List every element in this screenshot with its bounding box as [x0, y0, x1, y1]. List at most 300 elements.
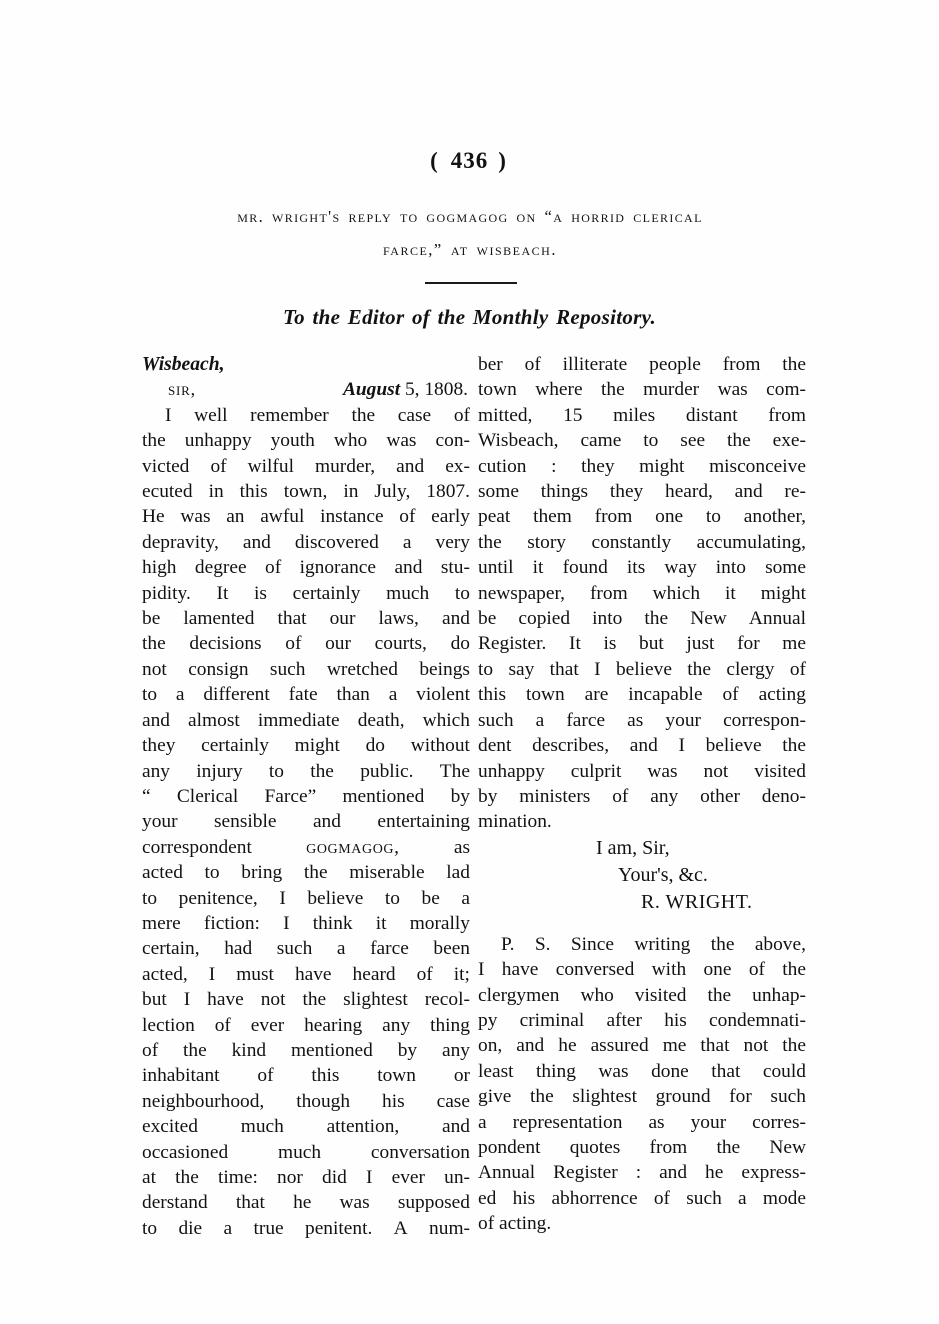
body-line-text: murder, — [315, 455, 376, 477]
body-line-text: other — [700, 785, 740, 807]
body-line-text: mentioned — [342, 785, 425, 807]
postscript-line-text: a — [738, 1187, 747, 1209]
body-line-text: the — [644, 608, 669, 630]
gogmagog-suffix: as — [453, 836, 470, 858]
addressee-line: To the Editor of the Monthly Repository. — [282, 305, 657, 329]
salutation: sir, — [168, 379, 196, 400]
body-line-text: very — [435, 531, 470, 553]
signature-closing-2: Your's, &c. — [618, 863, 708, 886]
postscript-line-text: visited — [634, 984, 687, 1006]
article-title — [105, 200, 835, 266]
body-line — [142, 1190, 470, 1215]
body-line-text: from — [594, 506, 633, 528]
body-line — [478, 606, 806, 631]
body-line-text: farce — [566, 709, 606, 731]
postscript-line-text: that — [700, 1035, 730, 1057]
body-line-text: of — [722, 684, 739, 706]
body-line-text: and — [396, 455, 425, 477]
body-line-text: to — [705, 506, 721, 528]
body-line-text: “ — [142, 785, 151, 807]
body-line-text: of — [285, 633, 302, 655]
body-line-text: much — [240, 1116, 284, 1138]
postscript-line — [478, 1110, 806, 1135]
postscript-line-text: I — [478, 959, 485, 981]
body-line-text: this — [311, 1065, 340, 1087]
postscript-line-text: his — [664, 1009, 687, 1031]
gogmagog-prefix: correspondent — [142, 836, 252, 858]
body-line-text: un- — [444, 1167, 470, 1188]
body-line-text: from — [768, 404, 806, 426]
body-line — [142, 682, 470, 707]
body-line-text: dent — [478, 735, 512, 757]
body-line-text: much — [386, 582, 430, 604]
body-line-text: of — [257, 1065, 274, 1087]
body-line — [142, 936, 470, 961]
body-line — [478, 631, 806, 656]
body-line-text: cution — [478, 455, 527, 477]
body-line-text: beings — [419, 658, 470, 680]
body-line-text: to — [204, 862, 220, 884]
body-line-text: to — [454, 582, 470, 604]
body-line — [142, 581, 470, 606]
body-line — [142, 784, 470, 809]
postscript-line-text: Annual — [478, 1162, 536, 1184]
body-line-text: ber — [478, 354, 503, 375]
postscript-line-text: the — [716, 1136, 741, 1158]
body-line-text: constantly — [591, 531, 672, 553]
body-line-text: of — [612, 785, 629, 807]
body-line-text: injury — [196, 760, 243, 782]
postscript-line-text: could — [762, 1060, 806, 1082]
body-line-text: believe — [307, 887, 364, 909]
body-line-text: the — [351, 404, 376, 426]
body-line-text: lamented — [183, 608, 255, 630]
body-line-text: some — [765, 557, 806, 579]
body-line-text: that — [277, 608, 307, 630]
body-line — [142, 860, 470, 885]
body-line-text: lad — [446, 862, 470, 884]
postscript-line-text: ed — [478, 1187, 497, 1209]
postscript-line-text: me — [662, 1035, 687, 1057]
body-line-text: it; — [453, 963, 470, 985]
postscript-line-text: : — [635, 1162, 642, 1184]
body-line — [142, 1114, 470, 1139]
body-line-text: wretched — [326, 658, 398, 680]
body-line-text: is — [603, 633, 617, 655]
body-line-text: certainly — [292, 582, 361, 604]
body-line-text: depravity, — [142, 531, 219, 553]
body-line-text: exe- — [772, 430, 806, 452]
body-line-text: recol- — [424, 989, 470, 1011]
body-line-text: heard, — [665, 481, 713, 503]
body-line-text: ignorance — [299, 557, 377, 579]
body-line-text: to — [142, 684, 158, 706]
postscript-line-text: one — [703, 959, 732, 981]
postscript-line-text: express- — [741, 1162, 806, 1184]
body-line-text: town, — [283, 481, 328, 503]
body-line-text: com- — [766, 379, 806, 401]
body-line-text: immediate — [257, 709, 340, 731]
postscript-line-text: Register — [553, 1162, 618, 1184]
body-line-text: violent — [416, 684, 470, 706]
body-line-text: culprit — [570, 760, 622, 782]
body-line-text: distant — [685, 404, 738, 426]
body-line-text: He — [142, 506, 165, 528]
body-line-text: mentioned — [290, 1039, 373, 1061]
body-line-text: they — [581, 455, 615, 477]
body-line-text: one — [655, 506, 684, 528]
body-line-text: almost — [188, 709, 240, 731]
body-line-text: unhappy — [478, 760, 545, 782]
body-line-text: fate — [288, 684, 318, 706]
postscript-line-text: done — [651, 1060, 689, 1082]
body-line-text: until — [478, 557, 514, 579]
body-line — [142, 911, 470, 936]
body-line-text: degree — [194, 557, 247, 579]
postscript-line-text: a — [478, 1111, 487, 1133]
postscript-line-text: mode — [762, 1187, 806, 1209]
body-line-text: your — [665, 709, 701, 731]
body-line-text: a — [223, 1217, 233, 1239]
body-line-text: of — [416, 963, 433, 985]
body-line-text: The — [439, 760, 470, 782]
body-line — [142, 733, 470, 758]
body-line-text: con- — [435, 430, 470, 452]
folio-number: 436 — [450, 148, 489, 173]
gogmagog-name: gogmagog, — [306, 836, 400, 858]
body-line-text: lection — [142, 1014, 195, 1036]
postscript-line-text: who — [580, 984, 614, 1006]
body-line-text: : — [551, 455, 557, 477]
body-line-text: inhabitant — [142, 1065, 220, 1087]
body-line-text: miserable — [349, 862, 425, 884]
body-line-text: of — [789, 658, 806, 680]
body-line-text: not — [703, 760, 729, 782]
postscript-line-text: of — [748, 959, 765, 981]
body-line — [142, 886, 470, 911]
postscript-line-text: that — [711, 1060, 741, 1082]
body-line-text: thing — [430, 1014, 470, 1036]
body-line — [478, 428, 806, 453]
body-line-text: another, — [743, 506, 806, 528]
body-line-text: Clerical — [176, 785, 239, 807]
body-line-text: I — [165, 404, 172, 426]
body-line-text: for — [737, 633, 760, 655]
body-line-text: re- — [784, 481, 806, 503]
body-line-text: murder — [643, 379, 700, 401]
body-line — [142, 1140, 470, 1165]
body-line-text: any — [650, 785, 679, 807]
body-line-text: this — [239, 481, 268, 503]
body-line-text: to — [268, 760, 284, 782]
body-line — [478, 708, 806, 733]
body-line — [478, 504, 806, 529]
body-line-text: that — [549, 658, 579, 680]
body-line-text: he — [293, 1192, 312, 1214]
body-line-text: I — [208, 963, 216, 985]
body-line-text: I — [365, 1167, 373, 1188]
body-line-text: had — [224, 938, 253, 960]
body-line-text: such — [478, 709, 514, 731]
body-line-text: as — [627, 709, 644, 731]
body-line-text: not — [260, 989, 286, 1011]
body-line-text: the — [782, 354, 806, 375]
body-line-text: deno- — [761, 785, 806, 807]
body-line-text: be — [142, 608, 161, 630]
body-line — [142, 504, 470, 529]
body-line-text: public. — [360, 760, 414, 782]
body-line-text: courts, — [374, 633, 427, 655]
postscript-line-text: representation — [512, 1111, 623, 1133]
body-line-text: wilful — [247, 455, 294, 477]
postscript-line-text: abhorrence — [551, 1187, 638, 1209]
body-line-text: the — [310, 760, 334, 782]
body-line-text: decisions — [189, 633, 262, 655]
body-line-text: into — [715, 557, 746, 579]
body-line-text: I — [283, 912, 290, 934]
body-line-text: by — [478, 785, 498, 807]
body-column-left — [142, 352, 470, 1241]
postscript-line-text: such — [770, 1086, 806, 1108]
body-line-text: believe — [615, 658, 672, 680]
body-line-text: things — [540, 481, 589, 503]
body-line-text: visited — [754, 760, 806, 782]
body-line-text: they — [142, 735, 176, 757]
body-line-text: of — [399, 506, 416, 528]
postscript-line-text: writing — [634, 933, 691, 955]
body-line-text: was — [339, 1192, 370, 1214]
body-line — [142, 1165, 470, 1190]
body-line-text: A — [393, 1217, 408, 1239]
body-line-text: our — [325, 633, 351, 655]
body-line-text: the — [183, 1039, 207, 1061]
body-line-text: town — [377, 1065, 417, 1087]
body-line-text: in — [208, 481, 224, 503]
postscript-line-text: of — [653, 1187, 670, 1209]
body-line-text: mere — [142, 912, 181, 934]
postscript-line-text: least — [478, 1060, 514, 1082]
postscript-line-text: the — [782, 959, 806, 981]
body-line-text: a — [388, 684, 398, 706]
body-line-text: of — [142, 1039, 159, 1061]
body-line-text: nor — [277, 1167, 303, 1188]
body-line-text: to — [142, 1217, 158, 1239]
body-line-text: 15 — [563, 404, 583, 426]
body-line-text: I — [183, 989, 191, 1011]
body-line-text: describes, — [532, 735, 610, 757]
body-line-text: misconceive — [709, 455, 806, 477]
postscript-line-text: the — [707, 984, 732, 1006]
body-line-text: New — [690, 608, 727, 630]
postscript-line-text: corres- — [752, 1111, 806, 1133]
body-line-text: bring — [241, 862, 283, 884]
body-line-text: his — [382, 1090, 405, 1112]
postscript-line-text: for — [729, 1086, 752, 1108]
body-line-text: and — [312, 811, 341, 833]
body-line-text: where — [535, 379, 583, 401]
postscript-line-text: the — [782, 1035, 806, 1057]
body-line-text: time: — [218, 1167, 258, 1188]
body-line — [478, 454, 806, 479]
body-line-text: any — [382, 1014, 411, 1036]
postscript-line-text: unhap- — [752, 984, 806, 1006]
postscript-line-text: give — [478, 1086, 512, 1108]
body-line-text: to — [478, 658, 494, 680]
body-line-text: the — [726, 430, 751, 452]
postscript-line-text: condemnati- — [709, 1009, 806, 1031]
postscript-line-text: py — [478, 1009, 498, 1031]
body-line-text: true — [253, 1217, 284, 1239]
postscript-line-text: the — [530, 1086, 554, 1108]
postscript-line-text: criminal — [519, 1009, 585, 1031]
body-line — [478, 403, 806, 428]
body-line-text: different — [203, 684, 270, 706]
body-line-text: the — [782, 735, 806, 757]
body-line-text: sensible — [214, 811, 277, 833]
body-line — [142, 1013, 470, 1038]
postscript-line-text: assured — [590, 1035, 649, 1057]
body-line-text: been — [433, 938, 470, 960]
body-line-text: me — [782, 633, 806, 655]
body-line-text: ministers — [519, 785, 591, 807]
body-line-text: think — [312, 912, 353, 934]
body-line-text: a — [175, 684, 185, 706]
body-line-text: at — [142, 1167, 156, 1188]
body-line-text: derstand — [142, 1192, 208, 1214]
body-line-text: of — [524, 354, 541, 375]
body-line-text: kind — [231, 1039, 267, 1061]
body-line-text: do — [450, 633, 470, 655]
body-line-text: though — [296, 1090, 351, 1112]
body-line-text: newspaper, — [478, 582, 565, 604]
body-line-text: Wisbeach, — [478, 430, 559, 452]
body-line-text: well — [194, 404, 228, 426]
body-line-text: of — [214, 1014, 231, 1036]
body-line-text: youth — [270, 430, 315, 452]
body-line-text: came — [580, 430, 622, 452]
body-line-text: case — [436, 1090, 470, 1112]
postscript-line-text: he — [705, 1162, 724, 1184]
body-line-text: slightest — [343, 989, 408, 1011]
body-line-text: to — [142, 887, 158, 909]
date-day-year: 5, 1808. — [404, 379, 468, 401]
postscript-line — [478, 1186, 806, 1211]
body-line-text: I — [678, 735, 685, 757]
body-line-text: be — [421, 887, 440, 909]
body-line — [142, 403, 470, 428]
body-line-text: 1807. — [426, 481, 470, 503]
body-line-text: instance — [320, 506, 384, 528]
body-line-text: illiterate — [562, 354, 628, 375]
postscript-line-text: ground — [655, 1086, 711, 1108]
postscript-line-text: the — [710, 933, 735, 955]
body-line-text: the — [687, 658, 711, 680]
body-line — [142, 555, 470, 580]
body-line-text: July, — [374, 481, 411, 503]
body-line-text: ever — [250, 1014, 285, 1036]
postscript-line-text: his — [512, 1187, 536, 1209]
body-line-text: it — [532, 557, 544, 579]
body-line-text: our — [329, 608, 356, 630]
body-line-text: was — [180, 506, 211, 528]
body-line-text: of — [265, 557, 282, 579]
body-line-text: a — [461, 887, 470, 909]
body-line-text: neighbourhood, — [142, 1090, 265, 1112]
postscript-line — [478, 983, 806, 1008]
body-line-text: town — [525, 684, 565, 706]
body-line-text: mitted, — [478, 404, 533, 426]
body-line — [142, 657, 470, 682]
body-line-text: to — [384, 887, 400, 909]
body-line — [142, 1038, 470, 1063]
postscript-line-text: your — [690, 1111, 727, 1133]
body-line — [478, 555, 806, 580]
date-month: August — [342, 379, 401, 401]
body-line-text: ever — [391, 1167, 425, 1188]
body-line-text: certain, — [142, 938, 200, 960]
body-line — [142, 1063, 470, 1088]
date-line — [343, 377, 470, 402]
body-line: mination. — [478, 811, 552, 833]
body-line-text: that — [235, 1192, 265, 1214]
body-line-text: which — [652, 582, 701, 604]
postscript-line — [478, 1084, 806, 1109]
postscript-line-text: S. — [534, 933, 551, 955]
body-line-text: the — [175, 1167, 199, 1188]
body-line — [142, 1089, 470, 1114]
body-line-text: fiction: — [203, 912, 260, 934]
body-line-text: hearing — [304, 1014, 363, 1036]
body-line-text: It — [216, 582, 229, 604]
body-line-text: the — [302, 989, 327, 1011]
body-line-text: case — [397, 404, 432, 426]
postscript-line-text: and — [659, 1162, 688, 1184]
body-line — [478, 733, 806, 758]
body-line-text: have — [294, 963, 332, 985]
postscript-line-text: slightest — [572, 1086, 637, 1108]
body-line — [142, 530, 470, 555]
body-line-text: stu- — [440, 557, 470, 579]
postscript-line-text: not — [743, 1035, 769, 1057]
body-line-text: in — [343, 481, 359, 503]
body-line-text: the — [142, 430, 166, 452]
body-line-text: any — [441, 1039, 470, 1061]
body-line-text: the — [478, 531, 502, 553]
body-line — [478, 682, 806, 707]
body-line-text: correspon- — [723, 709, 806, 731]
postscript-line-text: as — [648, 1111, 665, 1133]
postscript-line-text: on, — [478, 1035, 503, 1057]
postscript-line-text: he — [558, 1035, 577, 1057]
body-line — [142, 962, 470, 987]
postscript-line-text: and — [516, 1035, 545, 1057]
body-line-text: have — [207, 989, 244, 1011]
body-line-text: and — [629, 735, 658, 757]
body-line-text: just — [686, 633, 715, 655]
body-line-text: and — [142, 709, 170, 731]
body-line-text: a — [336, 938, 346, 960]
body-line — [142, 428, 470, 453]
body-line-text: a — [535, 709, 545, 731]
body-line — [478, 759, 806, 784]
article-title-line-2: farce,” at wisbeach. — [383, 240, 557, 259]
body-line-text: It — [569, 633, 581, 655]
postscript-line — [478, 1160, 806, 1185]
body-line-text: victed — [142, 455, 190, 477]
body-line-text: who — [333, 430, 368, 452]
body-line-text: are — [584, 684, 609, 706]
place-line: Wisbeach, — [142, 354, 225, 375]
